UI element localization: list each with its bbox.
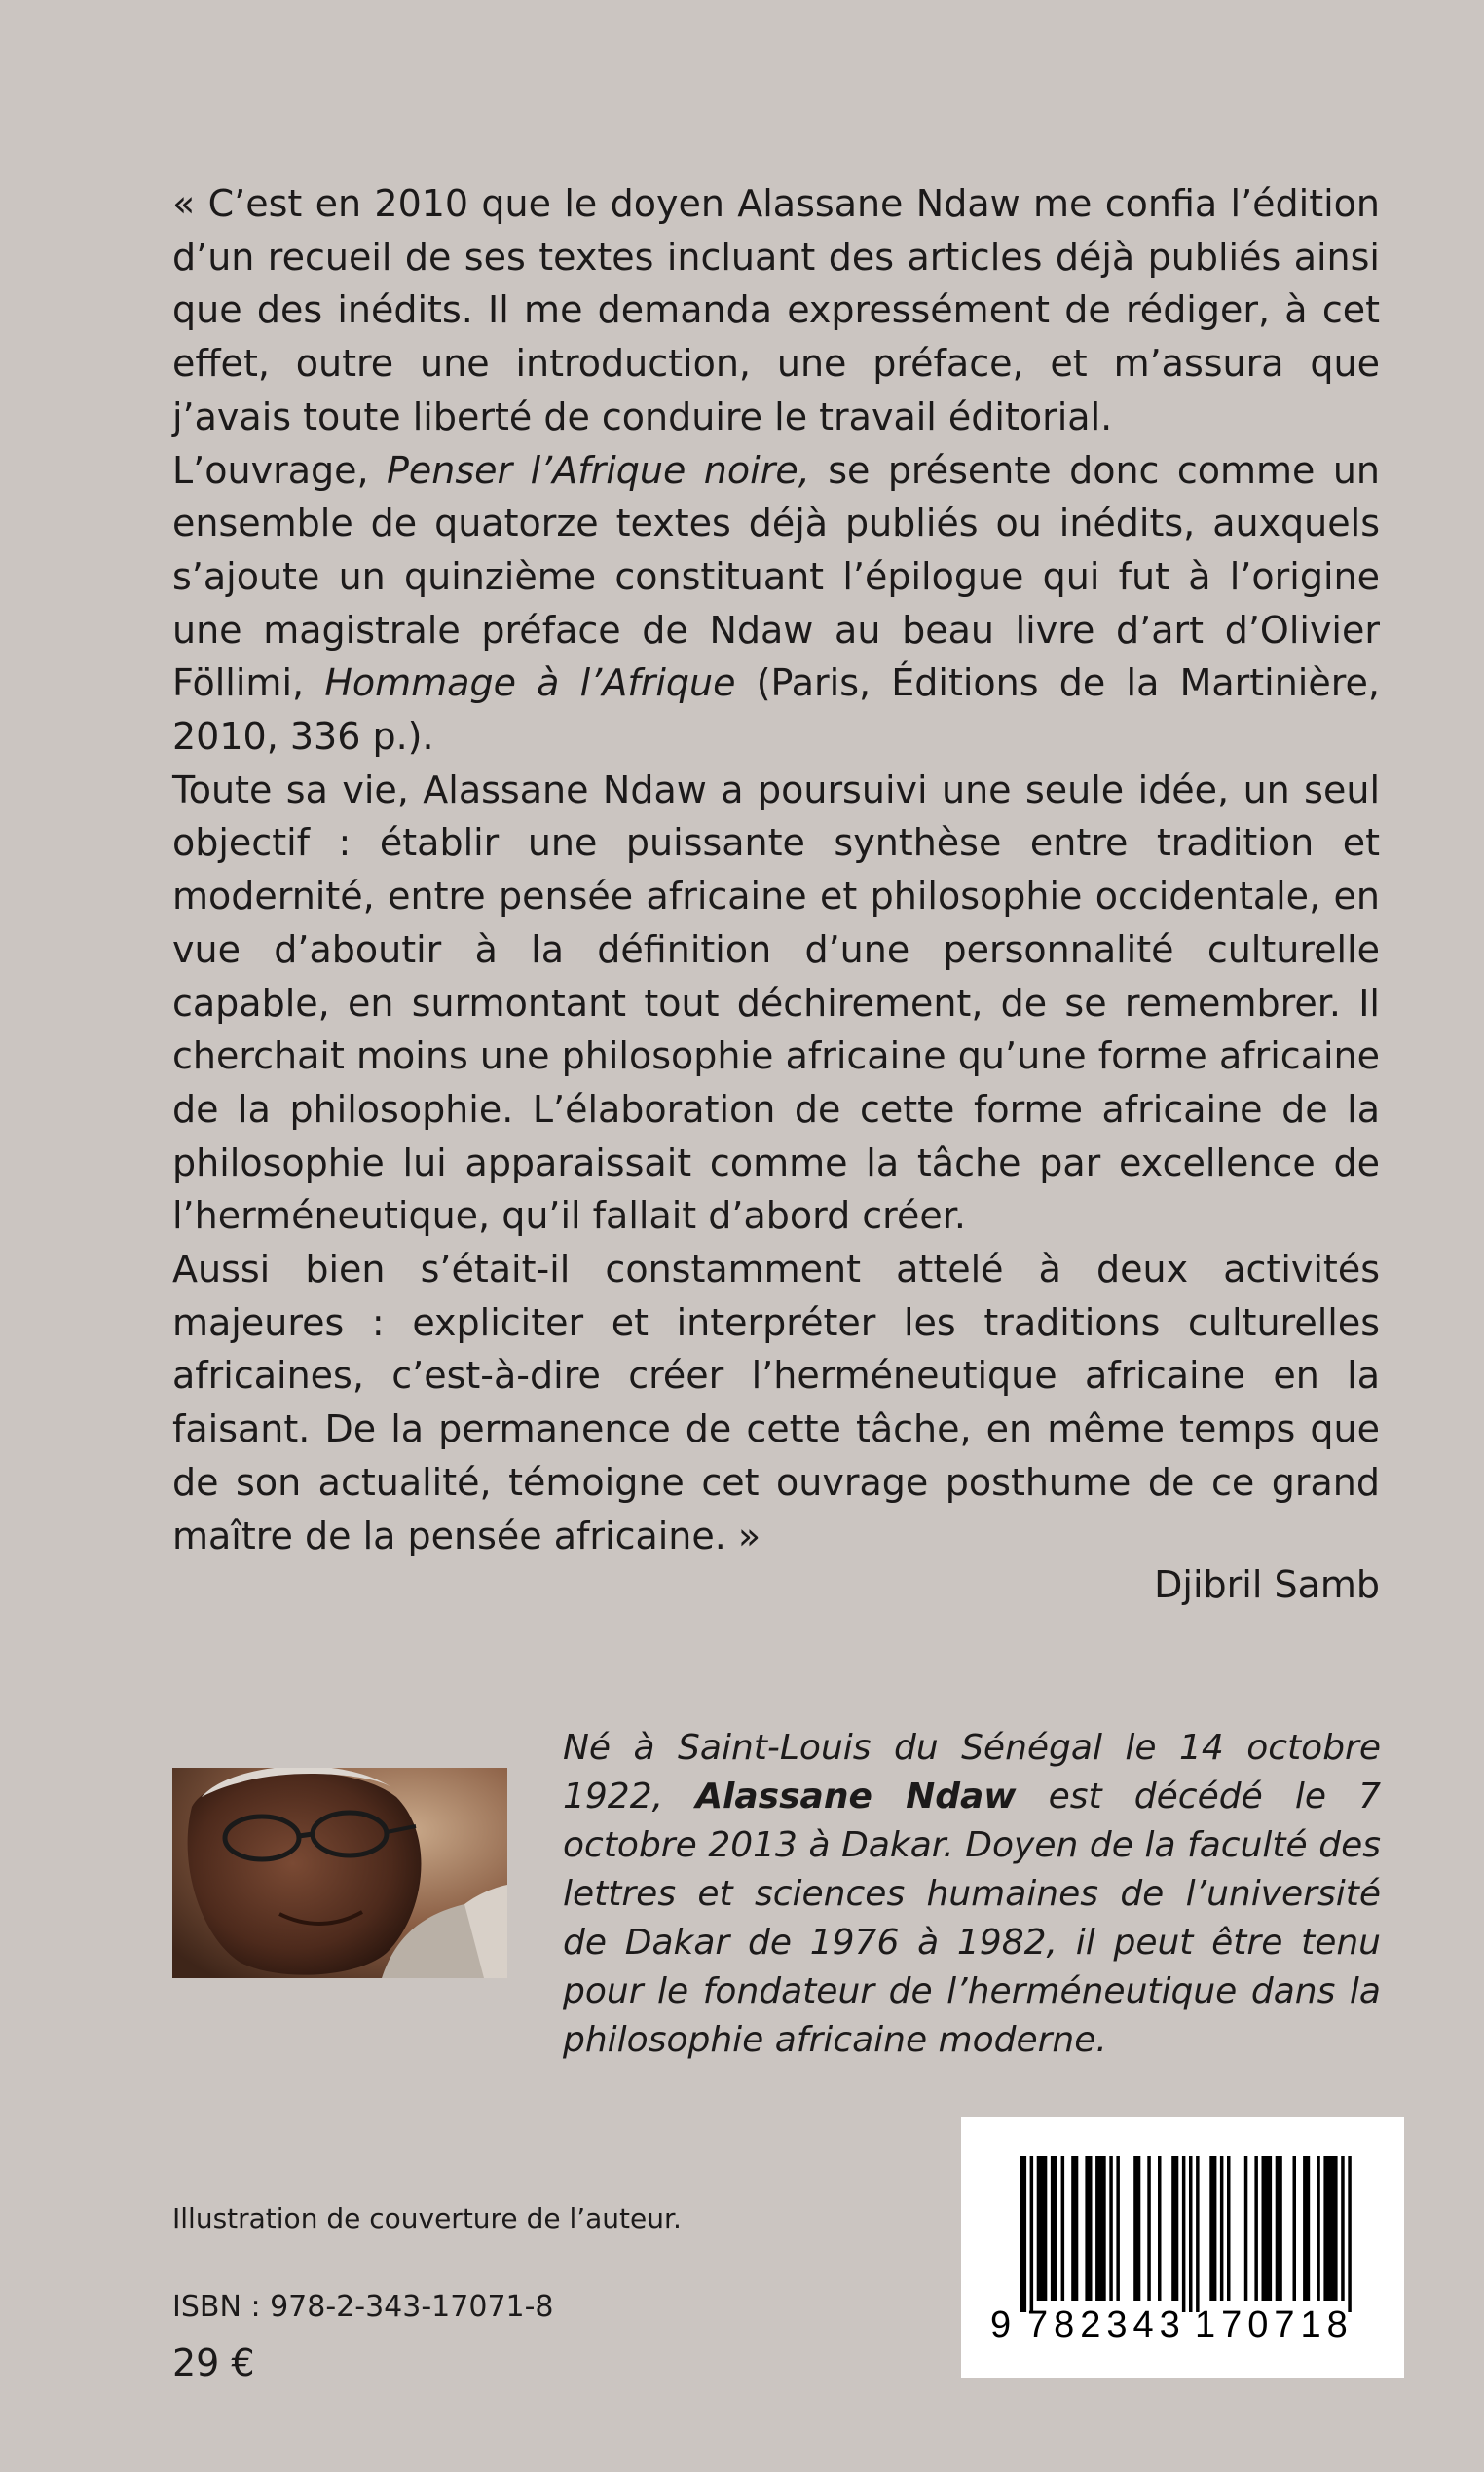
referenced-book-title: Hommage à l’Afrique	[324, 661, 736, 705]
barcode-bar	[1341, 2156, 1345, 2301]
barcode-bar	[1030, 2156, 1034, 2312]
barcode-digits-left: 782343	[1027, 2304, 1186, 2345]
illustration-credit: Illustration de couverture de l’auteur.	[172, 2202, 682, 2234]
barcode-digits-right: 170718	[1195, 2304, 1354, 2345]
barcode-bar	[1147, 2156, 1151, 2301]
paragraph-1: « C’est en 2010 que le doyen Alassane Ndaw me confia l’édition d’un recueil de ses textes incluant des articles déjà publiés ainsi que des inédits. Il me demanda expressément de rédiger, à cet effet, outre une introduction, une préface, et m’assura que j’avais toute liberté de conduire le travail éditorial.	[172, 182, 1380, 438]
barcode-bar	[1095, 2156, 1106, 2301]
barcode-bar	[1209, 2156, 1216, 2301]
barcode-graphic	[961, 2117, 1404, 2378]
barcode-bar	[1133, 2156, 1140, 2301]
barcode-bar	[1085, 2156, 1092, 2301]
barcode-bar	[1276, 2156, 1282, 2301]
paragraph-4: Aussi bien s’était-il constamment attelé à deux activités majeures : expliciter et interpréter les traditions culturelles africaines, c’est-à-dire créer l’herméneutique africaine en la faisant. De la permanence de cette tâche, en même temps que de son actualité, témoigne cet ouvrage posthume de ce grand maître de la pensée africaine. »	[172, 1248, 1380, 1557]
barcode-bar	[1189, 2156, 1193, 2312]
barcode-bar	[1061, 2156, 1065, 2301]
barcode-bar	[1348, 2156, 1352, 2312]
barcode-bar	[1227, 2156, 1231, 2301]
author-portrait-image	[172, 1768, 507, 1978]
back-cover-text	[172, 177, 1380, 1562]
barcode-bar	[1293, 2156, 1297, 2301]
isbn: ISBN : 978-2-343-17071-8	[172, 2290, 554, 2324]
barcode-bar	[1116, 2156, 1120, 2301]
barcode-bar	[1196, 2156, 1200, 2312]
barcode-bar	[1220, 2156, 1224, 2301]
barcode-digit-first: 9	[990, 2304, 1012, 2345]
author-photo	[172, 1768, 507, 1978]
barcode-bar	[1182, 2156, 1186, 2312]
barcode-bar	[1254, 2156, 1258, 2301]
barcode-bar	[1171, 2156, 1178, 2301]
book-title: Penser l’Afrique noire,	[387, 448, 810, 492]
barcode-bar	[1317, 2156, 1320, 2301]
bio-rest: est décédé le 7 octobre 2013 à Dakar. Doyen de la faculté des lettres et sciences humaines de l’université de Dakar de 1976 à 1982, il peut être tenu pour le fondateur de l’herméneutique dans la philosophie africaine moderne.	[563, 1777, 1381, 2060]
barcode-bar	[1303, 2156, 1310, 2301]
paragraph-2-start: L’ouvrage,	[172, 448, 387, 492]
barcode-bar	[1071, 2156, 1078, 2301]
bio-birth: Né à Saint-Louis du Sénégal le 14 octobre 1922,	[563, 1728, 1381, 1817]
paragraph-2	[172, 444, 1380, 764]
barcode-bar	[1037, 2156, 1048, 2301]
paragraph-2-middle: se présente donc comme un ensemble de quatorze textes déjà publiés ou inédits, auxquels s’ajoute un quinzième constituant l’épilogue qui fut à l’origine une magistrale préface de Ndaw au beau livre d’art d’Olivier Föllimi,	[172, 448, 1380, 705]
price: 29 €	[172, 2341, 255, 2384]
paragraph-2-end: (Paris, Éditions de la Martinière, 2010, 336 p.).	[172, 661, 1380, 759]
barcode-bar	[1262, 2156, 1273, 2301]
barcode-bar	[1244, 2156, 1248, 2301]
author-bio	[563, 1724, 1381, 2065]
paragraph-3: Toute sa vie, Alassane Ndaw a poursuivi une seule idée, un seul objectif : établir une puissante synthèse entre tradition et modernité, entre pensée africaine et philosophie occidentale, en vue d’aboutir à la définition d’une personnalité culturelle capable, en surmontant tout déchirement, de se remembrer. Il cherchait moins une philosophie africaine qu’une forme africaine de la philosophie. L’élaboration de cette forme africaine de la philosophie lui apparaissait comme la tâche par excellence de l’herméneutique, qu’il fallait d’abord créer.	[172, 768, 1380, 1238]
barcode-bar	[1323, 2156, 1337, 2301]
barcode-bar	[1051, 2156, 1057, 2301]
barcode-bar	[1109, 2156, 1113, 2301]
signature: Djibril Samb	[1154, 1563, 1380, 1606]
barcode-bar	[1158, 2156, 1162, 2301]
barcode-bar	[1020, 2156, 1026, 2312]
barcode	[961, 2117, 1404, 2378]
author-name: Alassane Ndaw	[695, 1777, 1017, 1817]
